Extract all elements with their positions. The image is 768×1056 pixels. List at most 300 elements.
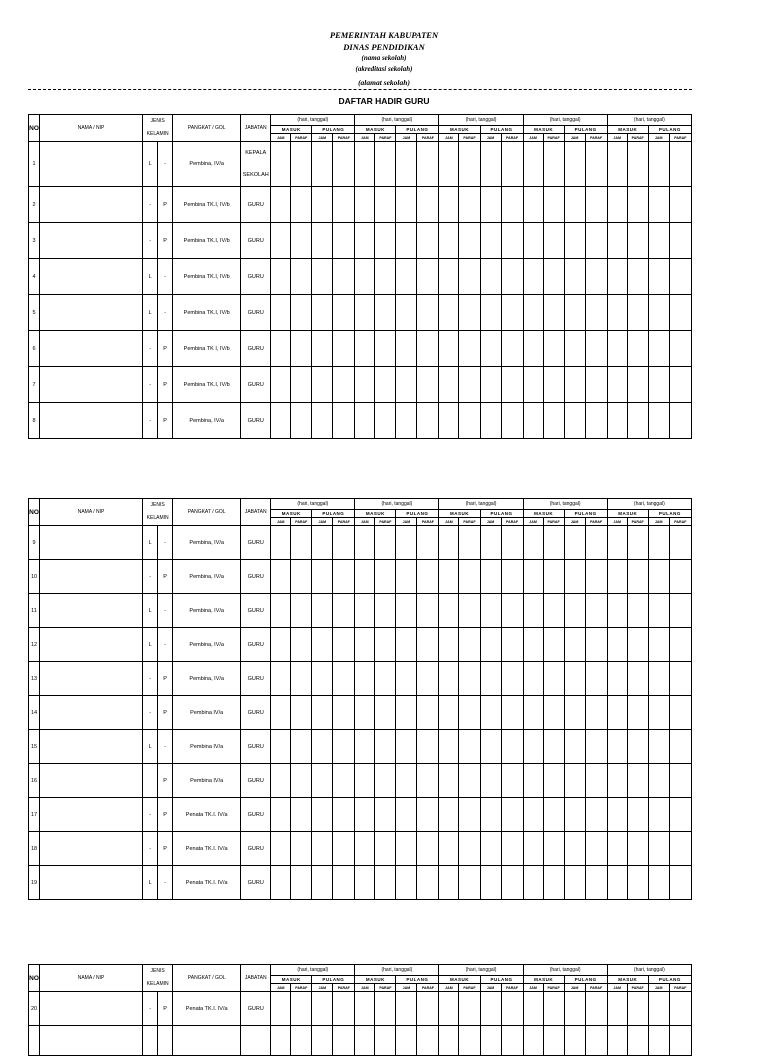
- masuk-jam-cell[interactable]: [271, 403, 291, 439]
- name-nip-cell[interactable]: [40, 187, 143, 223]
- masuk-paraf-cell[interactable]: [291, 764, 312, 798]
- pulang-jam-cell[interactable]: [564, 560, 585, 594]
- masuk-jam-cell[interactable]: [523, 295, 543, 331]
- pulang-paraf-cell[interactable]: [585, 764, 607, 798]
- pulang-jam-cell[interactable]: [648, 142, 669, 187]
- masuk-paraf-cell[interactable]: [291, 331, 312, 367]
- pulang-paraf-cell[interactable]: [501, 628, 523, 662]
- pulang-paraf-cell[interactable]: [417, 560, 439, 594]
- masuk-jam-cell[interactable]: [607, 403, 627, 439]
- masuk-paraf-cell[interactable]: [291, 295, 312, 331]
- masuk-paraf-cell[interactable]: [459, 992, 480, 1026]
- pulang-jam-cell[interactable]: [564, 259, 585, 295]
- pulang-paraf-cell[interactable]: [585, 832, 607, 866]
- pulang-paraf-cell[interactable]: [669, 662, 691, 696]
- masuk-jam-cell[interactable]: [523, 594, 543, 628]
- masuk-paraf-cell[interactable]: [543, 1026, 564, 1056]
- masuk-jam-cell[interactable]: [607, 628, 627, 662]
- masuk-jam-cell[interactable]: [355, 187, 375, 223]
- masuk-paraf-cell[interactable]: [459, 560, 480, 594]
- masuk-paraf-cell[interactable]: [459, 866, 480, 900]
- masuk-jam-cell[interactable]: [355, 764, 375, 798]
- name-nip-cell[interactable]: [40, 1026, 143, 1056]
- pulang-jam-cell[interactable]: [564, 594, 585, 628]
- pulang-jam-cell[interactable]: [480, 367, 501, 403]
- masuk-paraf-cell[interactable]: [291, 594, 312, 628]
- pulang-jam-cell[interactable]: [396, 992, 417, 1026]
- pulang-paraf-cell[interactable]: [669, 187, 691, 223]
- pulang-paraf-cell[interactable]: [669, 295, 691, 331]
- pulang-paraf-cell[interactable]: [333, 331, 355, 367]
- pulang-jam-cell[interactable]: [312, 696, 333, 730]
- masuk-paraf-cell[interactable]: [627, 331, 648, 367]
- masuk-paraf-cell[interactable]: [627, 526, 648, 560]
- pulang-jam-cell[interactable]: [312, 259, 333, 295]
- name-nip-cell[interactable]: [40, 992, 143, 1026]
- pulang-paraf-cell[interactable]: [669, 764, 691, 798]
- pulang-jam-cell[interactable]: [312, 730, 333, 764]
- pulang-paraf-cell[interactable]: [417, 367, 439, 403]
- masuk-jam-cell[interactable]: [607, 662, 627, 696]
- masuk-jam-cell[interactable]: [439, 764, 459, 798]
- pulang-jam-cell[interactable]: [396, 259, 417, 295]
- masuk-jam-cell[interactable]: [271, 730, 291, 764]
- pulang-paraf-cell[interactable]: [585, 259, 607, 295]
- pulang-paraf-cell[interactable]: [417, 1026, 439, 1056]
- masuk-jam-cell[interactable]: [439, 662, 459, 696]
- pulang-paraf-cell[interactable]: [417, 142, 439, 187]
- pulang-jam-cell[interactable]: [396, 832, 417, 866]
- masuk-paraf-cell[interactable]: [543, 403, 564, 439]
- pulang-jam-cell[interactable]: [480, 1026, 501, 1056]
- masuk-paraf-cell[interactable]: [543, 331, 564, 367]
- pulang-paraf-cell[interactable]: [333, 764, 355, 798]
- pulang-jam-cell[interactable]: [312, 142, 333, 187]
- pulang-jam-cell[interactable]: [312, 367, 333, 403]
- masuk-jam-cell[interactable]: [355, 526, 375, 560]
- pulang-jam-cell[interactable]: [648, 367, 669, 403]
- masuk-jam-cell[interactable]: [439, 730, 459, 764]
- pulang-jam-cell[interactable]: [396, 696, 417, 730]
- masuk-jam-cell[interactable]: [607, 866, 627, 900]
- pulang-jam-cell[interactable]: [648, 798, 669, 832]
- pulang-paraf-cell[interactable]: [417, 259, 439, 295]
- pulang-jam-cell[interactable]: [480, 628, 501, 662]
- masuk-paraf-cell[interactable]: [291, 403, 312, 439]
- masuk-paraf-cell[interactable]: [543, 367, 564, 403]
- masuk-jam-cell[interactable]: [523, 730, 543, 764]
- name-nip-cell[interactable]: [40, 526, 143, 560]
- pulang-jam-cell[interactable]: [480, 764, 501, 798]
- masuk-jam-cell[interactable]: [607, 187, 627, 223]
- pulang-paraf-cell[interactable]: [417, 331, 439, 367]
- pulang-paraf-cell[interactable]: [669, 730, 691, 764]
- pulang-paraf-cell[interactable]: [333, 628, 355, 662]
- masuk-jam-cell[interactable]: [523, 526, 543, 560]
- pulang-paraf-cell[interactable]: [501, 764, 523, 798]
- masuk-paraf-cell[interactable]: [627, 764, 648, 798]
- pulang-jam-cell[interactable]: [480, 798, 501, 832]
- pulang-paraf-cell[interactable]: [501, 798, 523, 832]
- pulang-paraf-cell[interactable]: [501, 295, 523, 331]
- name-nip-cell[interactable]: [40, 730, 143, 764]
- masuk-paraf-cell[interactable]: [459, 331, 480, 367]
- masuk-paraf-cell[interactable]: [375, 764, 396, 798]
- masuk-jam-cell[interactable]: [523, 403, 543, 439]
- name-nip-cell[interactable]: [40, 560, 143, 594]
- pulang-jam-cell[interactable]: [396, 142, 417, 187]
- masuk-paraf-cell[interactable]: [543, 628, 564, 662]
- pulang-jam-cell[interactable]: [396, 223, 417, 259]
- pulang-paraf-cell[interactable]: [669, 142, 691, 187]
- masuk-paraf-cell[interactable]: [627, 992, 648, 1026]
- masuk-jam-cell[interactable]: [607, 331, 627, 367]
- masuk-jam-cell[interactable]: [355, 832, 375, 866]
- masuk-paraf-cell[interactable]: [627, 187, 648, 223]
- pulang-paraf-cell[interactable]: [333, 187, 355, 223]
- pulang-jam-cell[interactable]: [312, 1026, 333, 1056]
- masuk-jam-cell[interactable]: [271, 560, 291, 594]
- masuk-paraf-cell[interactable]: [291, 187, 312, 223]
- masuk-paraf-cell[interactable]: [627, 403, 648, 439]
- pulang-jam-cell[interactable]: [564, 764, 585, 798]
- masuk-paraf-cell[interactable]: [459, 594, 480, 628]
- masuk-paraf-cell[interactable]: [459, 367, 480, 403]
- masuk-jam-cell[interactable]: [523, 764, 543, 798]
- pulang-jam-cell[interactable]: [312, 403, 333, 439]
- pulang-paraf-cell[interactable]: [417, 798, 439, 832]
- pulang-paraf-cell[interactable]: [585, 403, 607, 439]
- masuk-jam-cell[interactable]: [271, 1026, 291, 1056]
- pulang-paraf-cell[interactable]: [585, 662, 607, 696]
- masuk-paraf-cell[interactable]: [291, 832, 312, 866]
- pulang-jam-cell[interactable]: [480, 696, 501, 730]
- pulang-jam-cell[interactable]: [564, 142, 585, 187]
- masuk-paraf-cell[interactable]: [291, 992, 312, 1026]
- masuk-jam-cell[interactable]: [607, 764, 627, 798]
- pulang-jam-cell[interactable]: [312, 526, 333, 560]
- masuk-paraf-cell[interactable]: [291, 560, 312, 594]
- pulang-paraf-cell[interactable]: [333, 223, 355, 259]
- masuk-jam-cell[interactable]: [271, 526, 291, 560]
- pulang-paraf-cell[interactable]: [585, 367, 607, 403]
- masuk-paraf-cell[interactable]: [459, 223, 480, 259]
- masuk-jam-cell[interactable]: [271, 832, 291, 866]
- masuk-jam-cell[interactable]: [439, 594, 459, 628]
- masuk-jam-cell[interactable]: [607, 696, 627, 730]
- pulang-jam-cell[interactable]: [564, 367, 585, 403]
- masuk-jam-cell[interactable]: [355, 367, 375, 403]
- pulang-paraf-cell[interactable]: [333, 259, 355, 295]
- masuk-jam-cell[interactable]: [355, 331, 375, 367]
- masuk-jam-cell[interactable]: [271, 696, 291, 730]
- pulang-paraf-cell[interactable]: [417, 295, 439, 331]
- pulang-jam-cell[interactable]: [480, 594, 501, 628]
- masuk-paraf-cell[interactable]: [543, 662, 564, 696]
- masuk-jam-cell[interactable]: [607, 1026, 627, 1056]
- masuk-jam-cell[interactable]: [523, 223, 543, 259]
- pulang-jam-cell[interactable]: [396, 730, 417, 764]
- pulang-paraf-cell[interactable]: [333, 1026, 355, 1056]
- pulang-jam-cell[interactable]: [480, 832, 501, 866]
- pulang-paraf-cell[interactable]: [669, 367, 691, 403]
- pulang-paraf-cell[interactable]: [417, 866, 439, 900]
- masuk-paraf-cell[interactable]: [543, 696, 564, 730]
- masuk-jam-cell[interactable]: [607, 295, 627, 331]
- masuk-jam-cell[interactable]: [607, 259, 627, 295]
- pulang-paraf-cell[interactable]: [585, 696, 607, 730]
- masuk-paraf-cell[interactable]: [291, 866, 312, 900]
- masuk-jam-cell[interactable]: [523, 866, 543, 900]
- masuk-paraf-cell[interactable]: [459, 403, 480, 439]
- pulang-jam-cell[interactable]: [648, 403, 669, 439]
- masuk-paraf-cell[interactable]: [459, 628, 480, 662]
- name-nip-cell[interactable]: [40, 295, 143, 331]
- pulang-paraf-cell[interactable]: [585, 730, 607, 764]
- masuk-paraf-cell[interactable]: [291, 798, 312, 832]
- masuk-paraf-cell[interactable]: [543, 560, 564, 594]
- pulang-jam-cell[interactable]: [648, 331, 669, 367]
- name-nip-cell[interactable]: [40, 798, 143, 832]
- masuk-jam-cell[interactable]: [607, 992, 627, 1026]
- masuk-jam-cell[interactable]: [607, 560, 627, 594]
- masuk-paraf-cell[interactable]: [375, 142, 396, 187]
- pulang-paraf-cell[interactable]: [417, 764, 439, 798]
- pulang-paraf-cell[interactable]: [669, 866, 691, 900]
- masuk-jam-cell[interactable]: [607, 594, 627, 628]
- pulang-jam-cell[interactable]: [312, 331, 333, 367]
- masuk-paraf-cell[interactable]: [459, 832, 480, 866]
- pulang-jam-cell[interactable]: [648, 628, 669, 662]
- masuk-paraf-cell[interactable]: [375, 594, 396, 628]
- pulang-paraf-cell[interactable]: [333, 403, 355, 439]
- pulang-paraf-cell[interactable]: [333, 832, 355, 866]
- masuk-paraf-cell[interactable]: [627, 730, 648, 764]
- masuk-paraf-cell[interactable]: [459, 730, 480, 764]
- pulang-jam-cell[interactable]: [396, 295, 417, 331]
- pulang-paraf-cell[interactable]: [333, 526, 355, 560]
- pulang-paraf-cell[interactable]: [333, 866, 355, 900]
- masuk-paraf-cell[interactable]: [291, 1026, 312, 1056]
- pulang-paraf-cell[interactable]: [585, 526, 607, 560]
- masuk-paraf-cell[interactable]: [375, 403, 396, 439]
- masuk-jam-cell[interactable]: [607, 730, 627, 764]
- masuk-jam-cell[interactable]: [355, 560, 375, 594]
- pulang-jam-cell[interactable]: [396, 367, 417, 403]
- masuk-jam-cell[interactable]: [355, 628, 375, 662]
- pulang-jam-cell[interactable]: [564, 628, 585, 662]
- name-nip-cell[interactable]: [40, 142, 143, 187]
- pulang-paraf-cell[interactable]: [669, 696, 691, 730]
- masuk-paraf-cell[interactable]: [627, 662, 648, 696]
- pulang-paraf-cell[interactable]: [333, 594, 355, 628]
- pulang-paraf-cell[interactable]: [501, 594, 523, 628]
- pulang-paraf-cell[interactable]: [501, 223, 523, 259]
- pulang-jam-cell[interactable]: [480, 187, 501, 223]
- pulang-paraf-cell[interactable]: [669, 560, 691, 594]
- masuk-jam-cell[interactable]: [439, 259, 459, 295]
- masuk-paraf-cell[interactable]: [543, 992, 564, 1026]
- masuk-paraf-cell[interactable]: [627, 142, 648, 187]
- masuk-jam-cell[interactable]: [439, 866, 459, 900]
- masuk-paraf-cell[interactable]: [375, 832, 396, 866]
- pulang-paraf-cell[interactable]: [501, 832, 523, 866]
- masuk-jam-cell[interactable]: [271, 628, 291, 662]
- pulang-jam-cell[interactable]: [312, 832, 333, 866]
- masuk-jam-cell[interactable]: [523, 142, 543, 187]
- pulang-jam-cell[interactable]: [648, 992, 669, 1026]
- pulang-paraf-cell[interactable]: [669, 1026, 691, 1056]
- masuk-jam-cell[interactable]: [523, 367, 543, 403]
- masuk-paraf-cell[interactable]: [375, 992, 396, 1026]
- masuk-jam-cell[interactable]: [439, 295, 459, 331]
- pulang-jam-cell[interactable]: [564, 295, 585, 331]
- masuk-paraf-cell[interactable]: [291, 628, 312, 662]
- pulang-jam-cell[interactable]: [480, 992, 501, 1026]
- pulang-paraf-cell[interactable]: [501, 403, 523, 439]
- masuk-jam-cell[interactable]: [523, 662, 543, 696]
- masuk-jam-cell[interactable]: [271, 662, 291, 696]
- pulang-paraf-cell[interactable]: [417, 223, 439, 259]
- name-nip-cell[interactable]: [40, 594, 143, 628]
- pulang-jam-cell[interactable]: [564, 331, 585, 367]
- pulang-paraf-cell[interactable]: [417, 187, 439, 223]
- pulang-paraf-cell[interactable]: [669, 628, 691, 662]
- masuk-paraf-cell[interactable]: [543, 730, 564, 764]
- pulang-jam-cell[interactable]: [312, 992, 333, 1026]
- pulang-jam-cell[interactable]: [396, 866, 417, 900]
- pulang-jam-cell[interactable]: [312, 764, 333, 798]
- masuk-paraf-cell[interactable]: [459, 187, 480, 223]
- masuk-paraf-cell[interactable]: [459, 696, 480, 730]
- pulang-paraf-cell[interactable]: [669, 331, 691, 367]
- pulang-jam-cell[interactable]: [396, 628, 417, 662]
- masuk-paraf-cell[interactable]: [627, 367, 648, 403]
- pulang-paraf-cell[interactable]: [669, 259, 691, 295]
- pulang-paraf-cell[interactable]: [585, 223, 607, 259]
- name-nip-cell[interactable]: [40, 662, 143, 696]
- pulang-jam-cell[interactable]: [564, 992, 585, 1026]
- masuk-paraf-cell[interactable]: [375, 331, 396, 367]
- pulang-paraf-cell[interactable]: [417, 992, 439, 1026]
- pulang-jam-cell[interactable]: [480, 295, 501, 331]
- pulang-jam-cell[interactable]: [648, 764, 669, 798]
- masuk-paraf-cell[interactable]: [627, 1026, 648, 1056]
- masuk-jam-cell[interactable]: [271, 295, 291, 331]
- pulang-paraf-cell[interactable]: [417, 594, 439, 628]
- masuk-jam-cell[interactable]: [607, 798, 627, 832]
- masuk-jam-cell[interactable]: [439, 832, 459, 866]
- masuk-paraf-cell[interactable]: [459, 798, 480, 832]
- pulang-jam-cell[interactable]: [480, 331, 501, 367]
- masuk-jam-cell[interactable]: [523, 560, 543, 594]
- pulang-paraf-cell[interactable]: [417, 662, 439, 696]
- masuk-paraf-cell[interactable]: [627, 594, 648, 628]
- masuk-jam-cell[interactable]: [271, 223, 291, 259]
- name-nip-cell[interactable]: [40, 223, 143, 259]
- masuk-paraf-cell[interactable]: [375, 866, 396, 900]
- pulang-jam-cell[interactable]: [396, 560, 417, 594]
- pulang-paraf-cell[interactable]: [417, 730, 439, 764]
- masuk-paraf-cell[interactable]: [627, 866, 648, 900]
- pulang-jam-cell[interactable]: [312, 594, 333, 628]
- masuk-paraf-cell[interactable]: [291, 367, 312, 403]
- pulang-paraf-cell[interactable]: [585, 628, 607, 662]
- name-nip-cell[interactable]: [40, 696, 143, 730]
- pulang-paraf-cell[interactable]: [333, 560, 355, 594]
- masuk-paraf-cell[interactable]: [627, 832, 648, 866]
- masuk-paraf-cell[interactable]: [291, 142, 312, 187]
- masuk-paraf-cell[interactable]: [291, 662, 312, 696]
- masuk-jam-cell[interactable]: [523, 628, 543, 662]
- masuk-jam-cell[interactable]: [607, 367, 627, 403]
- masuk-jam-cell[interactable]: [439, 142, 459, 187]
- masuk-jam-cell[interactable]: [271, 764, 291, 798]
- pulang-jam-cell[interactable]: [648, 696, 669, 730]
- masuk-paraf-cell[interactable]: [375, 187, 396, 223]
- pulang-jam-cell[interactable]: [648, 662, 669, 696]
- name-nip-cell[interactable]: [40, 764, 143, 798]
- pulang-paraf-cell[interactable]: [501, 526, 523, 560]
- pulang-paraf-cell[interactable]: [417, 832, 439, 866]
- pulang-jam-cell[interactable]: [648, 1026, 669, 1056]
- pulang-paraf-cell[interactable]: [333, 730, 355, 764]
- pulang-jam-cell[interactable]: [648, 526, 669, 560]
- pulang-jam-cell[interactable]: [312, 866, 333, 900]
- pulang-jam-cell[interactable]: [312, 662, 333, 696]
- pulang-jam-cell[interactable]: [564, 403, 585, 439]
- masuk-jam-cell[interactable]: [439, 187, 459, 223]
- pulang-jam-cell[interactable]: [564, 866, 585, 900]
- masuk-paraf-cell[interactable]: [459, 764, 480, 798]
- pulang-paraf-cell[interactable]: [501, 696, 523, 730]
- pulang-jam-cell[interactable]: [480, 142, 501, 187]
- pulang-jam-cell[interactable]: [564, 223, 585, 259]
- masuk-paraf-cell[interactable]: [375, 367, 396, 403]
- pulang-jam-cell[interactable]: [564, 696, 585, 730]
- masuk-jam-cell[interactable]: [355, 1026, 375, 1056]
- masuk-jam-cell[interactable]: [523, 832, 543, 866]
- masuk-paraf-cell[interactable]: [543, 142, 564, 187]
- masuk-paraf-cell[interactable]: [459, 259, 480, 295]
- masuk-jam-cell[interactable]: [439, 560, 459, 594]
- pulang-jam-cell[interactable]: [396, 662, 417, 696]
- masuk-paraf-cell[interactable]: [627, 696, 648, 730]
- name-nip-cell[interactable]: [40, 259, 143, 295]
- pulang-jam-cell[interactable]: [564, 730, 585, 764]
- pulang-paraf-cell[interactable]: [417, 696, 439, 730]
- pulang-paraf-cell[interactable]: [333, 367, 355, 403]
- pulang-jam-cell[interactable]: [564, 798, 585, 832]
- pulang-paraf-cell[interactable]: [585, 594, 607, 628]
- masuk-jam-cell[interactable]: [607, 832, 627, 866]
- pulang-paraf-cell[interactable]: [585, 866, 607, 900]
- pulang-paraf-cell[interactable]: [501, 187, 523, 223]
- masuk-jam-cell[interactable]: [271, 798, 291, 832]
- masuk-paraf-cell[interactable]: [375, 696, 396, 730]
- pulang-jam-cell[interactable]: [564, 662, 585, 696]
- pulang-paraf-cell[interactable]: [501, 259, 523, 295]
- masuk-jam-cell[interactable]: [523, 187, 543, 223]
- pulang-paraf-cell[interactable]: [501, 662, 523, 696]
- pulang-jam-cell[interactable]: [564, 187, 585, 223]
- name-nip-cell[interactable]: [40, 866, 143, 900]
- masuk-paraf-cell[interactable]: [459, 526, 480, 560]
- masuk-paraf-cell[interactable]: [543, 798, 564, 832]
- pulang-paraf-cell[interactable]: [585, 560, 607, 594]
- pulang-jam-cell[interactable]: [648, 259, 669, 295]
- masuk-paraf-cell[interactable]: [627, 223, 648, 259]
